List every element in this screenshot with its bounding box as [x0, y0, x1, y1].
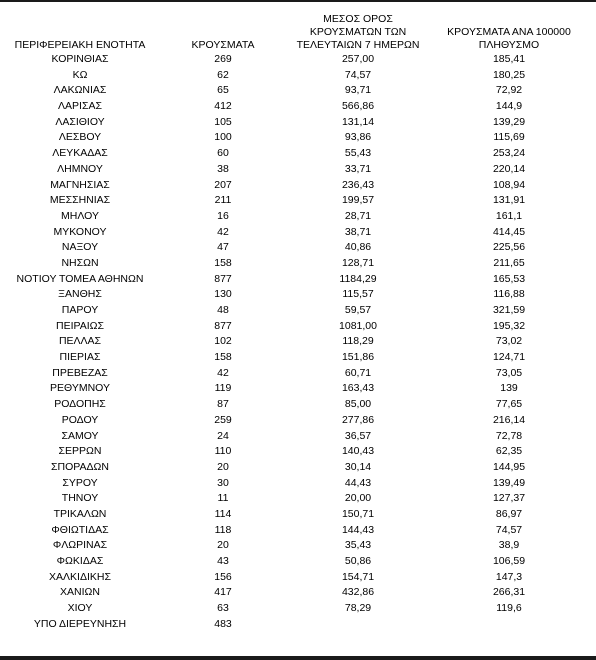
- region-cell: ΧΙΟΥ: [67, 602, 93, 615]
- per100k-cell: 73,05: [495, 366, 523, 379]
- table-body: [0, 52, 596, 632]
- bottom-border: [0, 656, 596, 660]
- table-row: [0, 52, 596, 68]
- table-row: [0, 585, 596, 601]
- cases-cell: 20: [217, 539, 229, 552]
- table-row: [0, 272, 596, 288]
- avg7-cell: 93,86: [344, 131, 372, 144]
- per100k-cell: 253,24: [492, 147, 526, 160]
- region-cell: ΣΑΜΟΥ: [61, 429, 99, 442]
- cases-cell: 43: [217, 555, 229, 567]
- table-header: [0, 2, 596, 52]
- avg7-cell: 30,14: [344, 460, 372, 473]
- cases-cell: 114: [214, 507, 232, 520]
- region-cell: ΜΑΓΝΗΣΙΑΣ: [50, 178, 110, 191]
- table-row: [0, 193, 596, 209]
- region-cell: ΛΑΣΙΘΙΟΥ: [55, 115, 105, 128]
- region-cell: ΧΑΛΚΙΔΙΚΗΣ: [49, 570, 111, 583]
- per100k-cell: 119,6: [496, 602, 522, 615]
- cases-cell: 417: [214, 586, 232, 599]
- cases-cell: 259: [214, 413, 232, 426]
- cases-cell: 102: [214, 335, 232, 348]
- cases-cell: 63: [217, 602, 229, 615]
- cases-cell: 877: [214, 319, 232, 332]
- region-cell: ΝΑΞΟΥ: [61, 241, 99, 254]
- table-row: [0, 476, 596, 492]
- per100k-cell: 180,25: [492, 68, 526, 81]
- avg7-cell: 33,71: [344, 162, 372, 175]
- avg7-cell: 74,57: [344, 68, 372, 81]
- region-cell: ΛΑΡΙΣΑΣ: [58, 100, 102, 113]
- region-cell: ΧΑΝΙΩΝ: [60, 586, 100, 599]
- table-row: [0, 413, 596, 429]
- cases-cell: 30: [217, 476, 229, 489]
- cases-cell: 158: [214, 256, 232, 269]
- per100k-cell: 147,3: [495, 570, 523, 583]
- header-per100k-line-1: ΚΡΟΥΣΜΑΤΑ ΑΝΑ 100000: [447, 26, 571, 38]
- per100k-cell: 62,35: [495, 445, 523, 458]
- table-row: [0, 601, 596, 617]
- per100k-cell: 124,71: [492, 351, 526, 364]
- header-per100k: [432, 26, 586, 52]
- region-cell: ΦΛΩΡΙΝΑΣ: [52, 539, 108, 552]
- cases-cell: 47: [217, 241, 229, 254]
- region-cell: ΤΗΝΟΥ: [61, 492, 99, 505]
- table-row: [0, 444, 596, 460]
- avg7-cell: 93,71: [344, 84, 372, 97]
- cases-cell: 483: [214, 617, 232, 630]
- avg7-cell: 1081,00: [339, 319, 377, 332]
- avg7-cell: 131,14: [341, 115, 375, 128]
- table-row: [0, 146, 596, 162]
- per100k-cell: 321,59: [492, 304, 526, 316]
- per100k-cell: 139: [500, 382, 518, 395]
- table-row: [0, 381, 596, 397]
- table-row: [0, 99, 596, 115]
- table-row: [0, 334, 596, 350]
- region-cell: ΣΠΟΡΑΔΩΝ: [51, 460, 109, 473]
- table-row: [0, 350, 596, 366]
- region-cell: ΜΗΛΟΥ: [61, 209, 99, 222]
- cases-cell: 105: [214, 115, 232, 128]
- table-row: [0, 570, 596, 586]
- avg7-cell: 44,43: [344, 476, 372, 489]
- cases-cell: 42: [217, 366, 229, 379]
- cases-cell: 269: [214, 53, 232, 65]
- region-cell: ΛΑΚΩΝΙΑΣ: [53, 84, 107, 97]
- region-cell: ΚΟΡΙΝΘΙΑΣ: [51, 53, 109, 65]
- table-row: [0, 429, 596, 445]
- table-row: [0, 523, 596, 539]
- region-cell: ΡΟΔΟΠΗΣ: [54, 398, 106, 411]
- avg7-cell: 150,71: [341, 507, 375, 520]
- avg7-cell: 236,43: [341, 178, 375, 191]
- table-row: [0, 366, 596, 382]
- avg7-cell: 199,57: [341, 194, 375, 207]
- cases-cell: 118: [214, 523, 232, 536]
- cases-cell: 16: [217, 209, 229, 222]
- region-cell: ΡΕΘΥΜΝΟΥ: [49, 382, 110, 395]
- avg7-cell: 85,00: [344, 398, 372, 411]
- cases-cell: 412: [214, 100, 232, 113]
- cases-cell: 158: [214, 351, 232, 364]
- avg7-cell: 40,86: [344, 241, 372, 254]
- region-cell: ΥΠΟ ΔΙΕΡΕΥΝΗΣΗ: [33, 617, 127, 630]
- per100k-cell: 165,53: [492, 272, 526, 285]
- region-cell: ΡΟΔΟΥ: [61, 413, 99, 426]
- cases-cell: 65: [217, 84, 229, 97]
- per100k-cell: 225,56: [492, 241, 526, 254]
- avg7-cell: 55,43: [344, 147, 372, 160]
- region-cell: ΛΕΥΚΑΔΑΣ: [52, 147, 108, 160]
- header-per100k-line-2: ΠΛΗΘΥΣΜΟ: [478, 39, 540, 51]
- table-row: [0, 68, 596, 84]
- region-cell: ΝΗΣΩΝ: [61, 256, 99, 269]
- cases-cell: 60: [217, 147, 229, 160]
- avg7-cell: 432,86: [341, 586, 375, 599]
- cases-cell: 87: [217, 398, 229, 411]
- per100k-cell: 220,14: [492, 162, 526, 175]
- table-row: [0, 178, 596, 194]
- region-cell: ΦΩΚΙΔΑΣ: [56, 555, 104, 567]
- per100k-cell: 77,65: [495, 398, 523, 411]
- avg7-cell: 38,71: [344, 225, 372, 238]
- region-cell: ΤΡΙΚΑΛΩΝ: [53, 507, 107, 520]
- avg7-cell: 1184,29: [339, 272, 377, 285]
- per100k-cell: 139,49: [492, 476, 526, 489]
- per100k-cell: 144,9: [495, 100, 523, 113]
- avg7-cell: 140,43: [341, 445, 375, 458]
- avg7-cell: 566,86: [341, 100, 375, 113]
- cases-cell: 156: [214, 570, 232, 583]
- per100k-cell: 185,41: [492, 53, 526, 65]
- table-row: [0, 538, 596, 554]
- cases-cell: 100: [214, 131, 232, 144]
- cases-cell: 24: [217, 429, 229, 442]
- per100k-cell: 211,65: [493, 256, 525, 269]
- per100k-cell: 38,9: [498, 539, 520, 552]
- header-cases: [178, 39, 268, 52]
- avg7-cell: 115,57: [342, 288, 374, 301]
- region-cell: ΠΕΛΛΑΣ: [58, 335, 102, 348]
- avg7-cell: 36,57: [344, 429, 372, 442]
- per100k-cell: 161,1: [495, 209, 523, 222]
- per100k-cell: 131,91: [492, 194, 526, 207]
- table-row: [0, 130, 596, 146]
- avg7-cell: 59,57: [344, 304, 372, 316]
- avg7-cell: 151,86: [341, 351, 375, 364]
- per100k-cell: 72,92: [495, 84, 523, 97]
- region-cell: ΞΑΝΘΗΣ: [58, 288, 102, 301]
- table-row: [0, 115, 596, 131]
- per100k-cell: 414,45: [492, 225, 526, 238]
- avg7-cell: 128,71: [341, 256, 375, 269]
- region-cell: ΛΗΜΝΟΥ: [57, 162, 103, 175]
- region-cell: ΣΕΡΡΩΝ: [58, 445, 102, 458]
- avg7-cell: 118,29: [342, 335, 374, 348]
- table-row: [0, 303, 596, 319]
- cases-cell: 42: [217, 225, 229, 238]
- header-avg7: [282, 13, 434, 52]
- region-cell: ΝΟΤΙΟΥ ΤΟΜΕΑ ΑΘΗΝΩΝ: [16, 272, 144, 285]
- table-row: [0, 491, 596, 507]
- region-cell: ΜΕΣΣΗΝΙΑΣ: [49, 194, 111, 207]
- region-cell: ΣΥΡΟΥ: [62, 476, 98, 489]
- cases-cell: 38: [217, 162, 229, 175]
- region-cell: ΠΡΕΒΕΖΑΣ: [52, 366, 108, 379]
- per100k-cell: 127,37: [492, 492, 526, 505]
- per100k-cell: 108,94: [492, 178, 526, 191]
- per100k-cell: 266,31: [492, 586, 526, 599]
- avg7-cell: 144,43: [341, 523, 375, 536]
- cases-cell: 211: [214, 194, 232, 207]
- table-row: [0, 162, 596, 178]
- cases-cell: 207: [214, 178, 232, 191]
- table-row: [0, 256, 596, 272]
- per100k-cell: 115,69: [493, 131, 525, 144]
- header-region: [0, 39, 164, 52]
- region-cell: ΦΘΙΩΤΙΔΑΣ: [51, 523, 109, 536]
- per100k-cell: 139,29: [492, 115, 526, 128]
- cases-cell: 11: [217, 492, 229, 505]
- per100k-cell: 86,97: [495, 507, 523, 520]
- table-row: [0, 319, 596, 335]
- table-row: [0, 507, 596, 523]
- region-cell: ΚΩ: [72, 68, 88, 81]
- avg7-cell: 28,71: [344, 209, 372, 222]
- avg7-cell: 154,71: [341, 570, 375, 583]
- region-cell: ΜΥΚΟΝΟΥ: [53, 225, 107, 238]
- cases-cell: 119: [214, 382, 232, 395]
- cases-cell: 62: [217, 68, 229, 81]
- avg7-cell: 163,43: [341, 382, 375, 395]
- table-row: [0, 617, 596, 633]
- region-cell: ΠΑΡΟΥ: [61, 304, 99, 316]
- region-cell: ΠΕΙΡΑΙΩΣ: [56, 319, 104, 332]
- per100k-cell: 116,88: [493, 288, 525, 301]
- cases-cell: 48: [217, 304, 229, 316]
- header-avg7-line-2: ΚΡΟΥΣΜΑΤΩΝ ΤΩΝ: [309, 26, 407, 38]
- table-row: [0, 209, 596, 225]
- header-region-label: ΠΕΡΙΦΕΡΕΙΑΚΗ ΕΝΟΤΗΤΑ: [14, 39, 146, 51]
- per100k-cell: 74,57: [495, 523, 523, 536]
- avg7-cell: 20,00: [344, 492, 372, 505]
- header-avg7-line-3: ΤΕΛΕΥΤΑΙΩΝ 7 ΗΜΕΡΩΝ: [296, 39, 420, 51]
- avg7-cell: 277,86: [341, 413, 375, 426]
- table-row: [0, 83, 596, 99]
- per100k-cell: 144,95: [492, 460, 526, 473]
- avg7-cell: 50,86: [344, 555, 372, 567]
- cases-cell: 877: [214, 272, 232, 285]
- per100k-cell: 73,02: [495, 335, 523, 348]
- avg7-cell: 60,71: [344, 366, 372, 379]
- header-cases-label: ΚΡΟΥΣΜΑΤΑ: [191, 39, 255, 51]
- cases-cell: 130: [214, 288, 232, 301]
- table-row: [0, 240, 596, 256]
- region-cell: ΠΙΕΡΙΑΣ: [59, 351, 101, 364]
- avg7-cell: 35,43: [344, 539, 372, 552]
- table-row: [0, 225, 596, 241]
- per100k-cell: 72,78: [495, 429, 523, 442]
- table-row: [0, 287, 596, 303]
- region-cell: ΛΕΣΒΟΥ: [58, 131, 102, 144]
- avg7-cell: 78,29: [344, 602, 372, 615]
- per100k-cell: 106,59: [492, 555, 526, 567]
- per100k-cell: 216,14: [492, 413, 526, 426]
- table-row: [0, 397, 596, 413]
- header-avg7-line-1: ΜΕΣΟΣ ΟΡΟΣ: [323, 13, 393, 25]
- table-row: [0, 554, 596, 570]
- avg7-cell: 257,00: [341, 53, 375, 65]
- cases-cell: 20: [217, 460, 229, 473]
- cases-cell: 110: [214, 445, 232, 458]
- table-row: [0, 460, 596, 476]
- per100k-cell: 195,32: [492, 319, 526, 332]
